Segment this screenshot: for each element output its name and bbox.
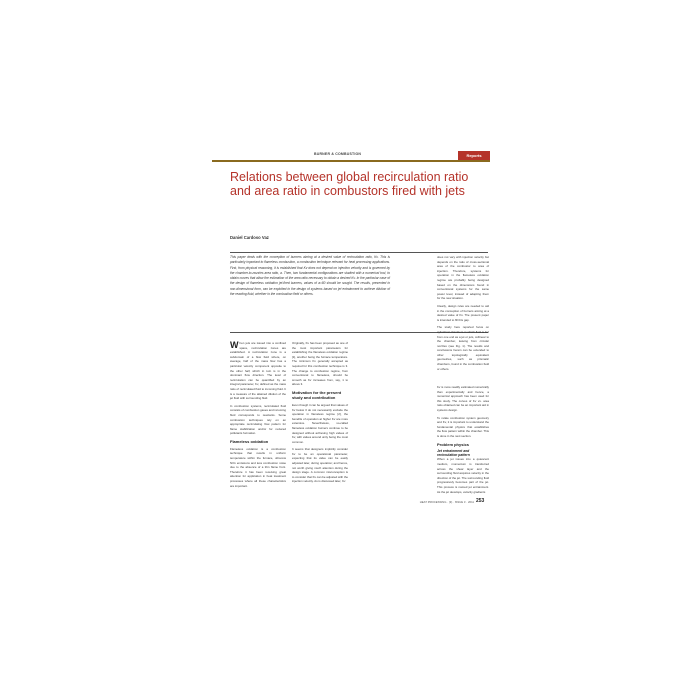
paragraph: does not vary with injection velocity but depends on the ratio of cross-sectional area of the combustor to area of injection. Therefore, systems for operation in the flameless oxidation regime are probably being designed based on the dimensions found in conventional systems for the same power level, instead of adapting them for the new situation. (437, 255, 489, 301)
paragraph: When a jet issues into a quiescent medium, momentum is transferred across the shear layer and the surrounding fluid acquires velocity in the direction of the jet. The surrounding fluid progressively becomes part of the jet. This process is named jet entrainment. As the jet develops, velocity gradients (437, 457, 489, 494)
paragraph: In combustion systems, recirculated fluid consists of combustion gases and incoming fluid corresponds to reactants. Some combustion techniques rely on an appropriate recirculating flow pattern for flame stabilization and/or for reduced pollutants formation. (230, 403, 286, 436)
page-number: 253 (476, 498, 485, 504)
paragraph: Kv is more readily estimated numerically than experimentally and hence, a numerical approach has been used for this study. The curves of Kv vs. area ratio obtained can be an important aid in systems design. (437, 385, 489, 412)
paragraph: It seems that designers implicitly consider Kv to be an operational parameter, expecting that its value can be easily adjusted later, during operation; and hence, not worth giving much attention during the design stage. A common misconception is to consider that Kv can be adjusted with the injection velocity. As is discussed later, Kv (292, 447, 348, 484)
article-title: Relations between global recirculation ratio and area ratio in combustors fired with jets (230, 170, 469, 198)
body-column-2 (292, 341, 348, 484)
header-rule (212, 160, 490, 162)
section-label: BURNER & COMBUSTION (314, 152, 362, 156)
section-heading-physics: Problem physics (437, 441, 470, 447)
section-heading-motivation: Motivation for the present study and contribution (292, 389, 342, 400)
paragraph: Flameless oxidation is a combustion technique that results in uniform temperature within the furnace, ultra-low NOx emissions and less combustion noise due to the absence of a thin flame front. Therefore it has been receiving great attention for application in heat treatment processes where all these characteristics are important. (230, 446, 286, 488)
reports-badge: Reports (458, 151, 490, 160)
paragraph: To relate combustion system geometry and Kv, it is important to understand the fundamental physics that establishes the flow pattern within the chamber. This is done in the next section. (437, 415, 489, 438)
author-name: Daniel Cardoso Vaz (230, 235, 269, 240)
intro-text: hen jets are issued into a confined space, recirculation zones are established. A recirculation zone is a subdomain of a flow field where, on average, half of the mass flow has a particular velocity component opposite to the other half, which in turn is in the dominant flow direction. The level of recirculation can be quantified by an integral parameter, Kv, defined as the mass ratio of recirculated fluid to incoming fluid. It is a measure of the attained dilution of the jet fluid with surrounding fluid. (230, 341, 286, 401)
paragraph: Originally, Kv has been proposed as one of the most important parameters for establishing the flameless oxidation regime [1], another being the furnace temperature. The minimum Kv generally accepted as required for this combustion technique is 3. The change to combustion regime, from conventional to flameless, should be smooth as Kv increases from, say, 1 to above 3. (292, 341, 348, 387)
paragraph: Clearly, design rules are needed to aid in the conception of burners aiming at a desired value of Kv. The present paper is intended to fill this gap. (437, 303, 489, 322)
journal-page (212, 153, 490, 531)
section-heading-flameless: Flameless oxidation (230, 438, 269, 444)
drop-cap: W (230, 340, 239, 350)
journal-footer: HEAT PROCESSING · (9) · ISSUE 3 · 2011 (419, 500, 474, 504)
paragraph: Even though it can be argued that values of Kv below 3 do not necessarily exclude the operation in flameless regime [2], the benefits of operation at higher Kv are more extensive. Nevertheless, so-called flameless oxidation burners continue to be designed without achieving high values of Kv, with values around unity being the most common. (292, 402, 348, 444)
body-column-3 (437, 255, 489, 371)
body-column-4 (437, 385, 489, 494)
intro-paragraph (230, 341, 286, 401)
subsection-heading-jet: Jet entrainment and recirculation pattern (437, 448, 470, 457)
abstract-top-rule (230, 252, 488, 253)
body-column-1 (230, 341, 286, 488)
abstract: This paper deals with the conception of burners aiming at a desired value of recirculation ratio, Kv. This is particularly important to flameless combustion, a combustion technique relevant for heat processing applications. First, from physical reasoning, it is established that Kv does not depend on injection velocity and is governed by the chamber-to-nozzles area ratio, a. Then, two fundamental configurations are studied with a numerical tool, to obtain curves that allow the estimation of the area ratio necessary to obtain a desired Kv. In the particular case of the design of flameless oxidation jet-fired burners, values of a=80 should be sought. The results, presented in non-dimensional form, can be exploited in the design of systems based on jet entrainment to achieve dilution of the reacting fluid, whether in the combustion field or others. (230, 255, 390, 297)
paragraph: The study here reported focus on cylindrical chambers in which fluid is fed from one end as a jet or jets, collinear to the chamber, leaving from circular nozzles (see Fig. 1). The results and conclusions herein can be extended to other topologically equivalent geometries, such as prismatic chambers, found in the combustion field or others. (437, 325, 489, 371)
